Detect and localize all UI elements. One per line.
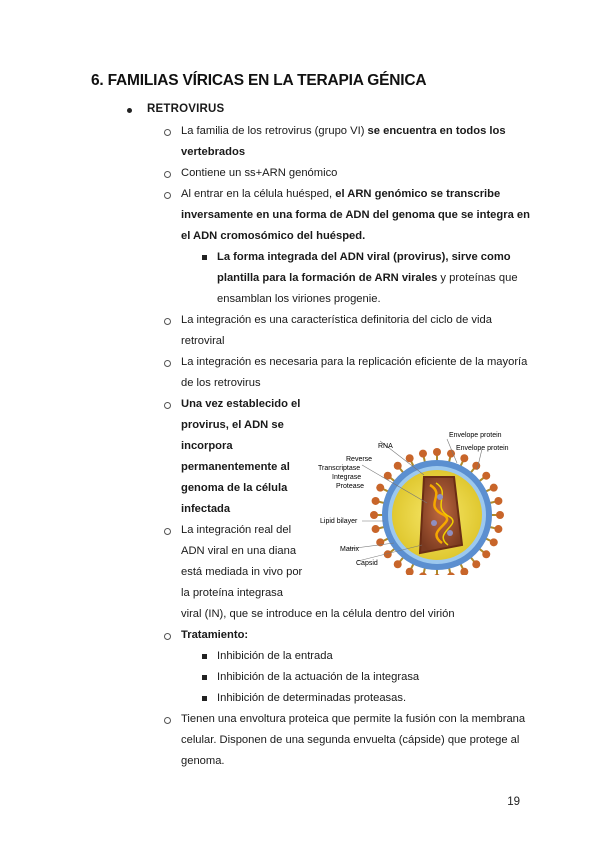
label-capsid: Capsid xyxy=(356,560,378,567)
envelope-protein xyxy=(490,538,498,546)
envelope-protein xyxy=(494,497,502,505)
list-item: Contiene un ss+ARN genómico xyxy=(181,167,338,179)
envelope-protein xyxy=(447,450,455,458)
list-item: Inhibición de la actuación de la integrasa xyxy=(217,671,420,683)
bullet xyxy=(202,255,207,260)
bullet xyxy=(202,675,207,680)
list-item: Al entrar en la célula huésped, el ARN genómico se transcribe inversamente en una forma de ADN del genoma que se integra en el ADN cromosómico del huésped. xyxy=(181,188,530,242)
envelope-protein xyxy=(460,454,468,462)
label-envelope: Envelope protein xyxy=(449,432,502,439)
label-protease: Protease xyxy=(336,483,365,490)
envelope-protein xyxy=(460,568,468,575)
list-item: La familia de los retrovirus (grupo VI) se encuentra en todos los vertebrados xyxy=(181,125,506,158)
envelope-protein xyxy=(494,525,502,533)
list-item: Inhibición de la entrada xyxy=(217,650,333,662)
bullet xyxy=(164,402,171,409)
list-item: Tienen una envoltura proteica que permite la fusión con la membrana celular. Disponen de una segunda envuelta (cápside) que protege al genoma. xyxy=(181,713,526,767)
bullet xyxy=(164,129,171,136)
page-number: 19 xyxy=(507,796,520,808)
envelope-protein xyxy=(472,462,480,470)
bullet xyxy=(164,360,171,367)
envelope-protein xyxy=(372,525,380,533)
bullet xyxy=(164,717,171,724)
envelope-protein xyxy=(433,574,441,575)
envelope-protein xyxy=(370,511,378,519)
label-reverse: Reverse xyxy=(346,456,373,463)
envelope-protein xyxy=(394,560,402,568)
list-item: Inhibición de determinadas proteasas. xyxy=(217,692,407,704)
envelope-protein xyxy=(490,484,498,492)
bullet xyxy=(202,696,207,701)
bullet xyxy=(164,318,171,325)
envelope-protein xyxy=(406,454,414,462)
page-title: 6. FAMILIAS VÍRICAS EN LA TERAPIA GÉNICA xyxy=(91,72,427,89)
envelope-protein xyxy=(419,450,427,458)
list-item: La forma integrada del ADN viral (provirus), sirve como plantilla para la formación de ARN virales y proteínas que ensamblan los viriones progenie. xyxy=(217,251,518,305)
protease xyxy=(431,520,437,526)
list-item: La integración es una característica definitoria del ciclo de vida retroviral xyxy=(181,314,492,347)
envelope-protein xyxy=(433,448,441,456)
envelope-protein xyxy=(482,472,490,480)
envelope-protein xyxy=(394,462,402,470)
bullet xyxy=(164,633,171,640)
envelope-protein xyxy=(496,511,504,519)
bullet xyxy=(202,654,207,659)
bullet xyxy=(164,171,171,178)
bullet xyxy=(127,108,132,113)
retrovirus-diagram xyxy=(312,425,522,575)
list-item: La integración es necesaria para la replicación eficiente de la mayoría de los retrovirus xyxy=(181,356,528,389)
envelope-protein xyxy=(419,572,427,575)
label-transcriptase: Transcriptase xyxy=(318,465,361,472)
bullet xyxy=(164,528,171,535)
label-matrix: Matrix xyxy=(340,546,360,553)
envelope-protein xyxy=(447,572,455,575)
reverse-transcriptase xyxy=(447,530,453,536)
label-rna: RNA xyxy=(378,443,393,450)
envelope-protein xyxy=(482,550,490,558)
bullet xyxy=(164,192,171,199)
envelope-protein xyxy=(472,560,480,568)
label-envelope: Envelope protein xyxy=(456,445,509,452)
envelope-protein xyxy=(376,484,384,492)
envelope-protein xyxy=(372,497,380,505)
section-heading: RETROVIRUS xyxy=(147,103,225,115)
list-item: Tratamiento: xyxy=(181,629,249,641)
label-lipid-bilayer: Lipid bilayer xyxy=(320,518,358,525)
integrase xyxy=(437,494,443,500)
list-item: Una vez establecido el provirus, el ADN se incorpora permanentemente al genoma de la célula infectada xyxy=(181,398,301,515)
envelope-protein xyxy=(406,568,414,575)
label-integrase: Integrase xyxy=(332,474,362,481)
list-item: La integración real del ADN viral en una diana está mediada in vivo por la proteína integrasa viral (IN), que se introduce en la célula dentro del virión xyxy=(181,524,455,620)
